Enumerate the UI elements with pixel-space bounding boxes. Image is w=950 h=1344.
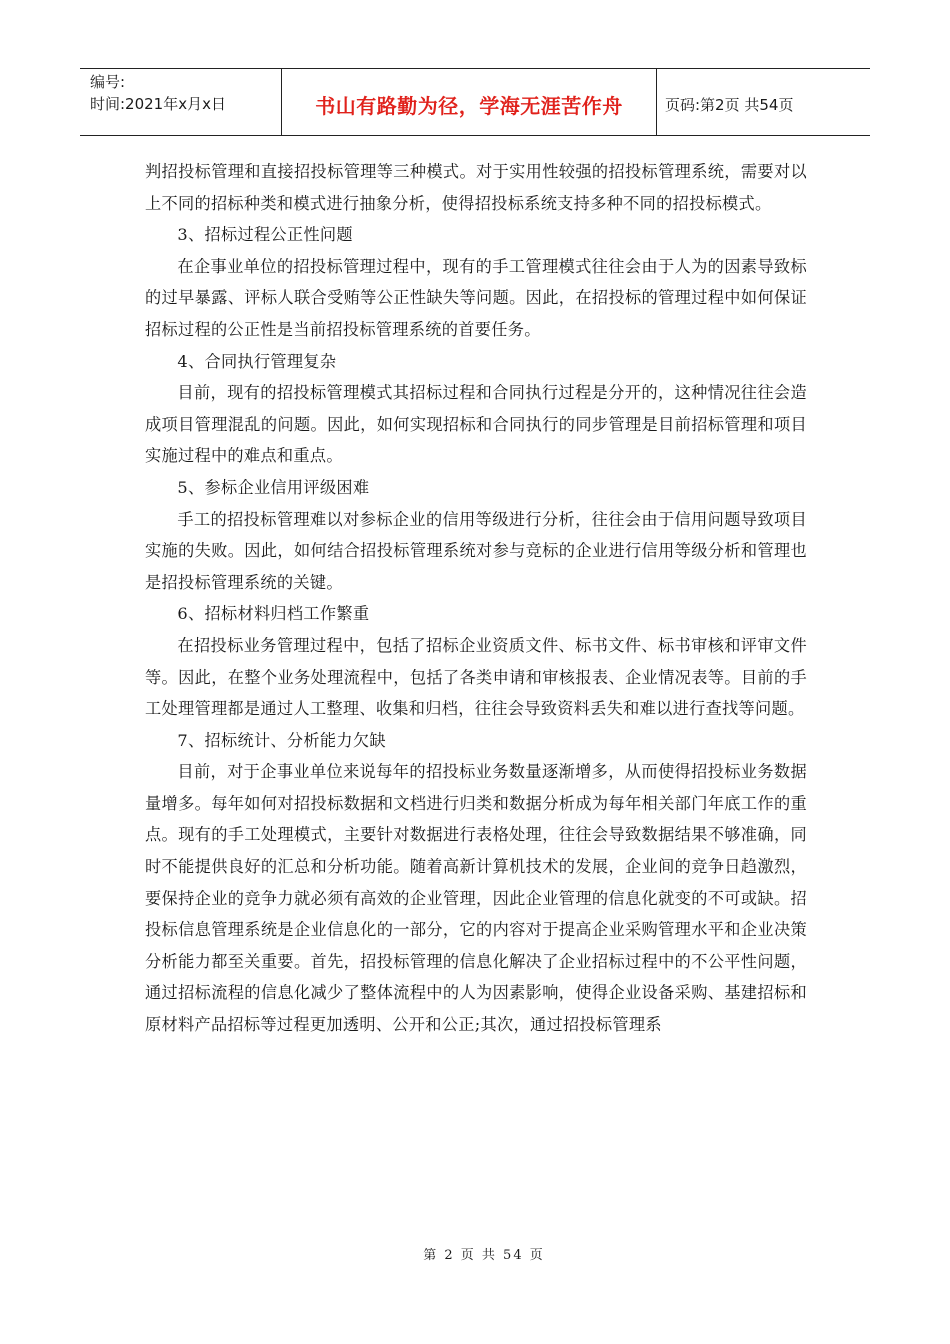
document-date-label: 时间:2021年x月x日 <box>90 95 226 113</box>
body-paragraph: 在企事业单位的招投标管理过程中，现有的手工管理模式往往会由于人为的因素导致标的过早暴露、评标人联合受贿等公正性缺失等问题。因此，在招投标的管理过程中如何保证招标过程的公正性是当前招投标管理系统的首要任务。 <box>145 256 807 339</box>
section-heading: 4、合同执行管理复杂 <box>177 351 337 371</box>
header-page-info: 页码:第2页 共54页 <box>665 95 794 114</box>
section-heading: 3、招标过程公正性问题 <box>177 225 353 245</box>
section-heading: 7、招标统计、分析能力欠缺 <box>177 730 386 750</box>
document-number-label: 编号: <box>90 73 126 91</box>
footer-page-number: 第 2 页 共 54 页 <box>423 1248 545 1263</box>
motto-text: 书山有路勤为径，学海无涯苦作舟 <box>315 93 623 118</box>
header-page-cell <box>657 69 870 135</box>
body-paragraph: 在招投标业务管理过程中，包括了招标企业资质文件、标书文件、标书审核和评审文件等。因此，在整个业务处理流程中，包括了各类申请和审核报表、企业情况表等。目前的手工处理管理都是通过人工整理、收集和归档，往往会导致资料丢失和难以进行查找等问题。 <box>145 635 807 719</box>
page-footer <box>0 1244 950 1263</box>
body-paragraph: 目前，现有的招投标管理模式其招标过程和合同执行过程是分开的，这种情况往往会造成项目管理混乱的问题。因此，如何实现招标和合同执行的同步管理是目前招标管理和项目实施过程中的难点和重点。 <box>145 383 807 466</box>
body-paragraph: 目前，对于企事业单位来说每年的招投标业务数量逐渐增多，从而使得招投标业务数据量增多。每年如何对招投标数据和文档进行归类和数据分析成为每年相关部门年底工作的重点。现有的手工处理模式，主要针对数据进行表格处理，往往会导致数据结果不够准确，同时不能提供良好的汇总和分析功能。随着高新计算机技术的发展，企业间的竞争日趋激烈，要保持企业的竞争力就必须有高效的企业管理，因此企业管理的信息化就变的不可或缺。招投标信息管理系统是企业信息化的一部分，它的内容对于提高企业采购管理水平和企业决策分析能力都至关重要。首先，招投标管理的信息化解决了企业招标过程中的不公平性问题，通过招标流程的信息化减少了整体流程中的人为因素影响，使得企业设备采购、基建招标和原材料产品招标等过程更加透明、公开和公正;其次，通过招投标管理系 <box>145 762 807 1035</box>
section-heading: 5、参标企业信用评级困难 <box>177 477 370 497</box>
body-paragraph: 手工的招投标管理难以对参标企业的信用等级进行分析，往往会由于信用问题导致项目实施的失败。因此，如何结合招投标管理系统对参与竞标的企业进行信用等级分析和管理也是招投标管理系统的关键。 <box>145 509 807 592</box>
document-header <box>80 68 870 136</box>
section-heading: 6、招标材料归档工作繁重 <box>177 604 370 624</box>
document-body <box>145 156 807 1041</box>
header-motto-cell <box>282 69 657 135</box>
paragraph-continuation: 判招投标管理和直接招投标管理等三种模式。对于实用性较强的招投标管理系统，需要对以上不同的招标种类和模式进行抽象分析，使得招投标系统支持多种不同的招投标模式。 <box>145 162 807 213</box>
header-meta-cell <box>80 69 282 135</box>
